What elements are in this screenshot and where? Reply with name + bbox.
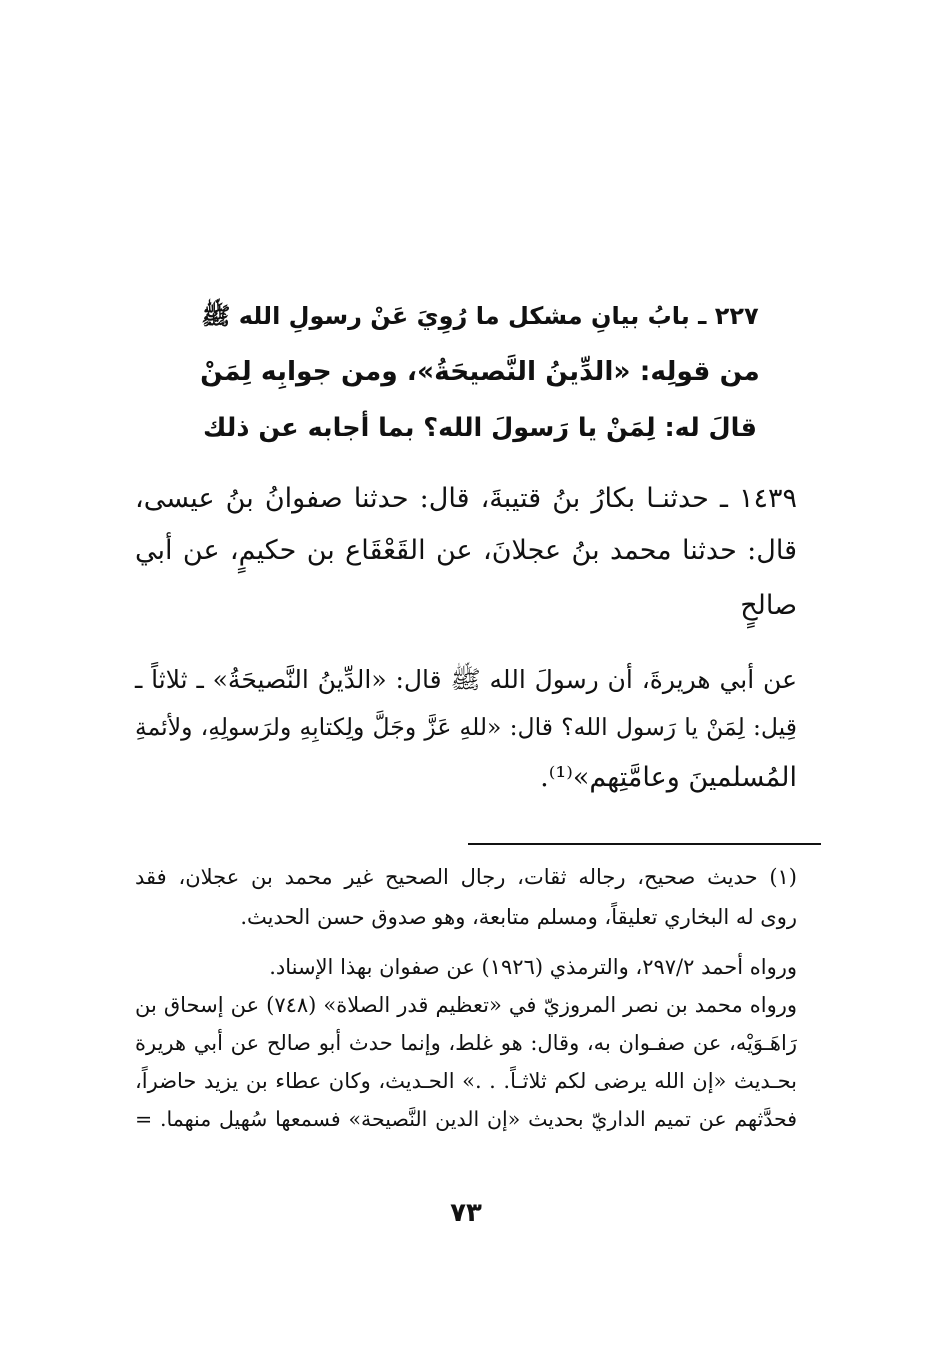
footnote-line-5: رَاهَـوَيْه، عن صفـوان به، وقال: هو غلط، وإنما حدث أبو صالح عن أبي هريرة [135,1031,797,1055]
page-number: ٧٣ [450,1198,482,1228]
chapter-heading [200,288,760,456]
footnote-line-6: بحـديث «إن الله يرضى لكم ثلاثـاً. . .» الحـديث، وكان عطاء بن يزيد حاضراً، [135,1069,797,1093]
hadith-line-4: عن أبي هريرةَ، أن رسولَ الله ﷺ قال: «الدِّينُ النَّصيحَةُ» ـ ثلاثاً ـ [135,665,797,694]
chapter-heading-line-3: قالَ له: لِمَنْ يا رَسولَ الله؟ بما أجابه عن ذلك [203,413,757,443]
chapter-heading-line-1: ٢٢٧ ـ بابُ بيانِ مشكل ما رُوِيَ عَنْ رسولِ الله ﷺ [201,302,759,330]
hadith-line-2: قال: حدثنا محمد بنُ عجلانَ، عن القَعْقَاع بن حكيمٍ، عن أبي [135,535,797,566]
hadith-line-3: صالحٍ [740,590,797,621]
hadith-line-1: ١٤٣٩ ـ حدثنـا بكارُ بنُ قتيبةَ، قال: حدثنا صفوانُ بنُ عيسى، [135,483,797,514]
footnote-line-4: ورواه محمد بن نصر المروزيّ في «تعظيم قدر الصلاة» (٧٤٨) عن إسحاق بن [135,993,797,1017]
hadith-line-5: قِيل: لِمَنْ يا رَسول الله؟ قال: «للهِ عَزَّ وجَلَّ ولِكتابِهِ ولرَسولِهِ، ولأئمةِ [135,713,797,741]
footnote-line-1: (١) حديث صحيح، رجاله ثقات، رجال الصحيح غير محمد بن عجلان، فقد [135,865,797,889]
footnote-line-7: فحدَّثهم عن تميم الداريّ بحديث «إن الدين النَّصيحة» فسمعها سُهيل منهما. = [135,1107,797,1131]
chapter-heading-line-2: من قولِه: «الدِّينُ النَّصيحَةُ»، ومن جوابِه لِمَنْ [200,356,760,387]
footnote-line-2: روى له البخاري تعليقاً، ومسلم متابعة، وهو صدوق حسن الحديث. [240,905,797,929]
footnote-divider [468,843,821,845]
hadith-line-6: المُسلمينَ وعامَّتِهم»⁽¹⁾. [540,762,797,793]
footnote-line-3: ورواه أحمد ٢٩٧/٢، والترمذي (١٩٢٦) عن صفوان بهذا الإسناد. [269,955,797,979]
